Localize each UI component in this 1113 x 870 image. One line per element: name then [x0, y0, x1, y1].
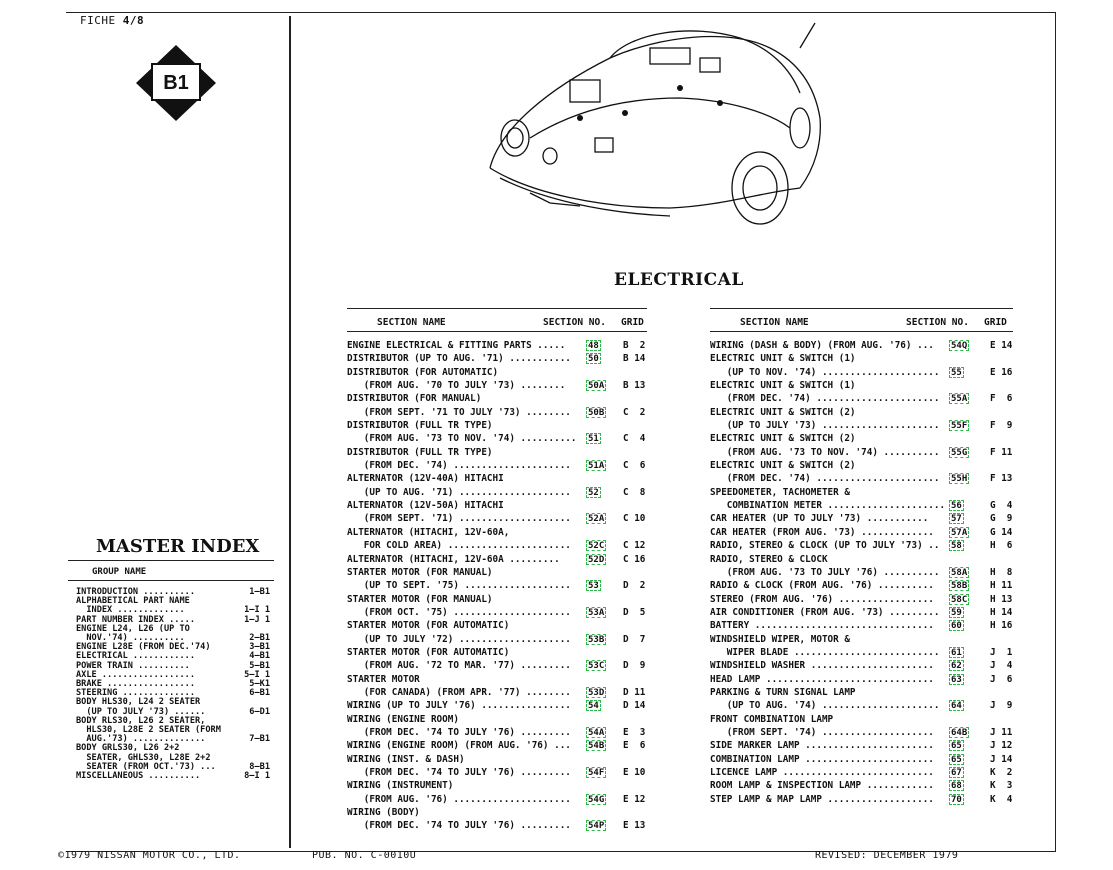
section-number-link[interactable]: 58 [951, 541, 962, 552]
column-divider [289, 16, 291, 848]
table-row [347, 339, 647, 352]
grid-ref: E 16 [990, 366, 1013, 378]
grid-ref: D 7 [623, 633, 646, 645]
section-name: (FROM DEC. '74) ...................... [710, 393, 940, 405]
section-number-link[interactable]: 58A [951, 567, 968, 578]
section-name: (FROM OCT. '75) ..................... [347, 606, 571, 618]
section-number-link[interactable]: 54A [588, 727, 605, 738]
grid-ref: C 16 [623, 553, 646, 565]
section-name: WIRING (UP TO JULY '76) ................ [347, 700, 571, 712]
grid-ref: H 13 [990, 593, 1013, 605]
table-row [347, 459, 647, 472]
master-index-rule [68, 560, 274, 561]
section-number-link[interactable]: 53A [588, 607, 605, 618]
section-name: ROOM LAMP & INSPECTION LAMP ............ [710, 780, 934, 792]
section-number-link[interactable]: 52C [588, 541, 605, 552]
section-name: CAR HEATER (UP TO JULY '73) ........... [710, 513, 929, 525]
section-number-link[interactable]: 57A [951, 527, 968, 538]
table-row [710, 553, 1013, 566]
table-row [347, 753, 647, 766]
grid-ref: J 6 [990, 673, 1013, 685]
section-number-link[interactable]: 53B [588, 634, 605, 645]
section-name: ELECTRIC UNIT & SWITCH (2) [710, 460, 856, 472]
group-page: 4—B1 [249, 651, 270, 662]
grid-ref: J 9 [990, 700, 1013, 712]
grid-ref: H 14 [990, 606, 1013, 618]
section-name: WINDSHIELD WIPER, MOTOR & [710, 633, 850, 645]
section-number-link[interactable]: 54F [588, 768, 605, 778]
section-number-link[interactable]: 54B [588, 741, 605, 752]
grid-ref: F 11 [990, 446, 1013, 458]
section-badge [135, 44, 217, 122]
section-number-link[interactable]: 58C [951, 594, 968, 605]
section-number-link[interactable]: 52 [588, 487, 599, 498]
group-name: MISCELLANEOUS .......... [76, 771, 201, 782]
section-name: WINDSHIELD WASHER ...................... [710, 660, 934, 672]
section-name: WIRING (DASH & BODY) (FROM AUG. '76) ... [710, 340, 934, 351]
grid-ref: D 14 [623, 700, 646, 712]
section-name: (FROM AUG. '70 TO JULY '73) ........ [347, 380, 566, 392]
section-number-link[interactable]: 65 [951, 754, 962, 765]
group-name: INTRODUCTION .......... [76, 587, 195, 597]
grid-ref: C 12 [623, 540, 646, 552]
group-name: SEATER, GHLS30, L28E 2+2 [76, 752, 211, 763]
section-name: ELECTRIC UNIT & SWITCH (2) [710, 433, 856, 445]
table-row [710, 432, 1013, 445]
group-name: POWER TRAIN .......... [76, 660, 190, 671]
section-number-link[interactable]: 53C [588, 661, 605, 672]
col-section-no: SECTION NO. [543, 317, 606, 328]
table-row [347, 446, 647, 459]
table-row [710, 352, 1013, 365]
group-page: 6—D1 [249, 706, 270, 717]
section-number-link[interactable]: 54P [588, 821, 605, 832]
table-row [347, 659, 647, 672]
section-name: WIRING (ENGINE ROOM) [347, 713, 459, 725]
section-name: FOR COLD AREA) ...................... [347, 540, 571, 552]
grid-ref: G 4 [990, 500, 1013, 512]
table-row [347, 406, 647, 419]
table-row [710, 686, 1013, 699]
section-name: (UP TO JULY '73) ..................... [710, 420, 940, 432]
table-row [347, 686, 647, 699]
section-name: PARKING & TURN SIGNAL LAMP [710, 686, 856, 698]
table-row [710, 699, 1013, 712]
section-name: CAR HEATER (FROM AUG. '73) ............. [710, 526, 934, 538]
section-name: WIRING (BODY) [347, 807, 420, 819]
section-number-link[interactable]: 54Q [951, 341, 968, 351]
col-section-no: SECTION NO. [906, 317, 969, 328]
section-name: (FROM AUG. '72 TO MAR. '77) ......... [347, 660, 571, 672]
section-name: DISTRIBUTOR (FOR AUTOMATIC) [347, 366, 499, 378]
table-row [347, 553, 647, 566]
group-name: PART NUMBER INDEX ..... [76, 614, 195, 625]
grid-ref: E 14 [990, 340, 1013, 351]
section-number-link[interactable]: 64B [951, 727, 968, 738]
section-name: STARTER MOTOR (FOR MANUAL) [347, 593, 493, 605]
table-row [347, 486, 647, 499]
section-name: FRONT COMBINATION LAMP [710, 713, 834, 725]
section-number-link[interactable]: 56 [951, 501, 962, 512]
section-name: ENGINE ELECTRICAL & FITTING PARTS ..... [347, 340, 566, 351]
section-number-link[interactable]: 50B [588, 407, 605, 418]
table-row [347, 766, 647, 779]
table-row [710, 472, 1013, 485]
grid-ref: J 4 [990, 660, 1013, 672]
section-name: (FROM AUG. '73 TO JULY '76) .......... [710, 566, 940, 578]
section-number-link[interactable]: 55A [951, 394, 968, 405]
section-number-link[interactable]: 55F [951, 421, 968, 432]
section-number-link[interactable]: 55G [951, 447, 968, 458]
section-number-link[interactable]: 52A [588, 514, 605, 525]
section-name: (FROM SEPT. '74) .................... [710, 726, 934, 738]
group-name: BODY RLS30, L26 2 SEATER, [76, 715, 206, 726]
table-row [710, 766, 1013, 779]
section-name: COMBINATION LAMP ....................... [710, 753, 934, 765]
section-name: WIRING (INSTRUMENT) [347, 780, 454, 792]
section-number-link[interactable]: 57 [951, 514, 962, 525]
grid-ref: H 8 [990, 566, 1013, 578]
table-row [710, 659, 1013, 672]
grid-ref: G 9 [990, 513, 1013, 525]
group-name: BODY GRLS30, L26 2+2 [76, 743, 180, 754]
section-name: (FROM DEC. '74 TO JULY '76) ......... [347, 820, 571, 832]
grid-ref: C 6 [623, 460, 646, 472]
table-row [710, 406, 1013, 419]
table-row [347, 379, 647, 392]
section-name: (FROM DEC. '74 TO JULY '76) ......... [347, 726, 571, 738]
table-row [710, 566, 1013, 579]
group-name: (UP TO JULY '73) ...... [76, 706, 206, 717]
section-number-link[interactable]: 53 [588, 581, 599, 592]
section-name: (FROM DEC. '74 TO JULY '76) ......... [347, 767, 571, 778]
table-row [347, 366, 647, 379]
group-page: 2—B1 [249, 633, 270, 644]
table-row [347, 539, 647, 552]
table-row [347, 713, 647, 726]
section-name: (FROM AUG. '73 TO NOV. '74) .......... [710, 446, 940, 458]
section-number-link[interactable]: 64 [951, 701, 962, 712]
section-name: (UP TO SEPT. '75) ................... [347, 580, 571, 592]
group-name: ALPHABETICAL PART NAME [76, 596, 190, 607]
section-name: WIRING (INST. & DASH) [347, 753, 465, 765]
table-row [347, 499, 647, 512]
table-row [710, 419, 1013, 432]
col-section-name: SECTION NAME [740, 317, 809, 328]
grid-ref: K 4 [990, 793, 1013, 805]
group-name: HLS30, L28E 2 SEATER (FORM [76, 725, 221, 736]
group-name: INDEX ............. [76, 605, 185, 616]
grid-ref: E 10 [623, 767, 646, 778]
section-name: (FROM AUG. '76) ..................... [347, 793, 571, 805]
section-name: STARTER MOTOR (FOR AUTOMATIC) [347, 646, 510, 658]
section-number-link[interactable]: 51 [588, 434, 599, 445]
group-page: 6—B1 [249, 688, 270, 699]
section-name: AIR CONDITIONER (FROM AUG. '73) ......... [710, 606, 940, 618]
table-row [347, 646, 647, 659]
grid-ref: K 3 [990, 780, 1013, 792]
group-name: AXLE .................. [76, 669, 195, 680]
section-name: RADIO, STEREO & CLOCK (UP TO JULY '73) .. [710, 540, 940, 552]
table-row [710, 526, 1013, 539]
table-row [710, 339, 1013, 352]
section-name: ALTERNATOR (HITACHI, 12V-60A ......... [347, 553, 560, 565]
section-name: WIPER BLADE .......................... [710, 646, 940, 658]
section-name: HEAD LAMP .............................. [710, 673, 934, 685]
grid-ref: C 8 [623, 486, 646, 498]
grid-ref: D 11 [623, 686, 646, 698]
section-number-link[interactable]: 61 [951, 647, 962, 658]
table-row [347, 352, 647, 365]
section-number-link[interactable]: 59 [951, 607, 962, 618]
table-row [710, 779, 1013, 792]
section-name: (FROM AUG. '73 TO NOV. '74) .......... [347, 433, 577, 445]
section-name: LICENCE LAMP ........................... [710, 767, 934, 778]
col-grid: GRID [621, 317, 644, 328]
group-name-header: GROUP NAME [92, 567, 147, 577]
table-row [710, 619, 1013, 632]
section-name: ELECTRIC UNIT & SWITCH (1) [710, 380, 856, 392]
table-row [347, 526, 647, 539]
section-name: DISTRIBUTOR (FULL TR TYPE) [347, 446, 493, 458]
group-page: 1—B1 [249, 587, 270, 597]
section-name: STARTER MOTOR (FOR MANUAL) [347, 566, 493, 578]
group-name: ENGINE L24, L26 (UP TO [76, 623, 190, 634]
section-name: (FROM DEC. '74) ...................... [710, 473, 940, 485]
section-name: (UP TO AUG. '71) .................... [347, 486, 571, 498]
table-row [347, 619, 647, 632]
section-name: RADIO, STEREO & CLOCK [710, 553, 828, 565]
badge-code: B1 [163, 72, 189, 94]
table-row [347, 419, 647, 432]
group-page: 1—J 1 [244, 614, 270, 625]
section-name: (UP TO JULY '72) .................... [347, 633, 571, 645]
section-number-link[interactable]: 54 [588, 701, 599, 712]
section-name: DISTRIBUTOR (UP TO AUG. '71) ........... [347, 353, 571, 365]
grid-ref: D 2 [623, 580, 646, 592]
table-row [710, 512, 1013, 525]
footer-pub-no: PUB. NO. C-0010U [312, 850, 417, 861]
footer-revised: REVISED: DECEMBER 1979 [815, 850, 959, 861]
table-row [347, 432, 647, 445]
group-name: BRAKE ................. [76, 679, 195, 690]
table-row [347, 739, 647, 752]
section-number-link[interactable]: 70 [951, 794, 962, 805]
table-row [347, 673, 647, 686]
table-row [347, 579, 647, 592]
master-index-rule-2 [68, 580, 274, 581]
section-name: ELECTRIC UNIT & SWITCH (1) [710, 353, 856, 365]
table-row [710, 579, 1013, 592]
car-illustration [470, 18, 830, 243]
section-name: STEREO (FROM AUG. '76) ................. [710, 593, 934, 605]
section-name: SIDE MARKER LAMP ....................... [710, 740, 934, 752]
table-row [710, 593, 1013, 606]
grid-ref: F 13 [990, 473, 1013, 485]
section-name: DISTRIBUTOR (FULL TR TYPE) [347, 420, 493, 432]
section-number-link[interactable]: 51A [588, 461, 605, 472]
grid-ref: B 2 [623, 340, 646, 351]
section-table-right [710, 308, 1013, 806]
table-row [710, 753, 1013, 766]
section-name: ALTERNATOR (HITACHI, 12V-60A, [347, 526, 510, 538]
table-row [347, 793, 647, 806]
table-row [710, 539, 1013, 552]
table-row [710, 739, 1013, 752]
grid-ref: H 16 [990, 620, 1013, 632]
master-index-item[interactable] [76, 772, 274, 781]
grid-ref: E 13 [623, 820, 646, 832]
table-row [347, 779, 647, 792]
section-name: STARTER MOTOR [347, 673, 420, 685]
group-name: AUG.'73) .............. [76, 734, 206, 745]
page-title: ELECTRICAL [614, 270, 744, 290]
section-number-link[interactable]: 54G [588, 794, 605, 805]
table-row [710, 646, 1013, 659]
table-row [710, 606, 1013, 619]
section-name: (UP TO AUG. '74) ..................... [710, 700, 940, 712]
table-row [710, 459, 1013, 472]
master-index-list [76, 588, 274, 781]
table-row [347, 633, 647, 646]
table-row [710, 713, 1013, 726]
group-page: 5—K1 [249, 679, 270, 690]
group-name: BODY HLS30, L24 2 SEATER [76, 697, 201, 708]
group-name: SEATER (FROM OCT.'73) ... [76, 761, 216, 772]
grid-ref: H 11 [990, 580, 1013, 592]
table-row [347, 699, 647, 712]
section-name: ALTERNATOR (12V-50A) HITACHI [347, 500, 504, 512]
section-number-link[interactable]: 48 [588, 341, 599, 351]
group-page: 1—I 1 [244, 605, 270, 616]
grid-ref: D 5 [623, 606, 646, 618]
section-number-link[interactable]: 50A [588, 381, 605, 392]
group-page: 8—I 1 [244, 771, 270, 782]
table-row [347, 726, 647, 739]
grid-ref: C 2 [623, 406, 646, 418]
section-number-link[interactable]: 55H [951, 474, 968, 485]
grid-ref: J 12 [990, 740, 1013, 752]
group-name: STEERING .............. [76, 688, 195, 699]
table-row [347, 566, 647, 579]
grid-ref: F 9 [990, 420, 1013, 432]
section-name: ELECTRIC UNIT & SWITCH (2) [710, 406, 856, 418]
table-row [710, 446, 1013, 459]
table-row [710, 366, 1013, 379]
grid-ref: E 6 [623, 740, 646, 752]
master-index-title: MASTER INDEX [96, 536, 260, 557]
table-row [347, 819, 647, 832]
group-page: 5—I 1 [244, 669, 270, 680]
group-page: 5—B1 [249, 660, 270, 671]
table-row [710, 392, 1013, 405]
section-number-link[interactable]: 68 [951, 781, 962, 792]
grid-ref: K 2 [990, 767, 1013, 778]
col-grid: GRID [984, 317, 1007, 328]
section-name: RADIO & CLOCK (FROM AUG. '76) .......... [710, 580, 934, 592]
grid-ref: J 14 [990, 753, 1013, 765]
section-number-link[interactable]: 63 [951, 674, 962, 685]
table-row [347, 606, 647, 619]
section-number-link[interactable]: 62 [951, 661, 962, 672]
table-row [347, 593, 647, 606]
group-page: 3—B1 [249, 642, 270, 653]
footer-copyright: ©1979 NISSAN MOTOR CO., LTD. [58, 850, 241, 861]
section-name: WIRING (ENGINE ROOM) (FROM AUG. '76) ... [347, 740, 571, 752]
grid-ref: J 1 [990, 646, 1013, 658]
grid-ref: C 4 [623, 433, 646, 445]
section-number-link[interactable]: 53D [588, 687, 605, 698]
group-name: NOV.'74) .......... [76, 633, 185, 644]
table-row [710, 379, 1013, 392]
section-name: (FROM DEC. '74) ..................... [347, 460, 571, 472]
group-name: ELECTRICAL ............ [76, 651, 195, 662]
section-name: BATTERY ................................ [710, 620, 934, 632]
table-row [347, 806, 647, 819]
grid-ref: C 10 [623, 513, 646, 525]
section-name: (FROM SEPT. '71) .................... [347, 513, 571, 525]
section-number-link[interactable]: 60 [951, 621, 962, 632]
section-name: SPEEDOMETER, TACHOMETER & [710, 486, 850, 498]
grid-ref: J 11 [990, 726, 1013, 738]
section-number-link[interactable]: 52D [588, 554, 605, 565]
section-name: DISTRIBUTOR (FOR MANUAL) [347, 393, 482, 405]
section-number-link[interactable]: 55 [951, 367, 962, 378]
table-row [710, 793, 1013, 806]
fiche-label: FICHE 4/8 [80, 14, 145, 27]
grid-ref: B 13 [623, 380, 646, 392]
table-row [347, 392, 647, 405]
grid-ref: E 12 [623, 793, 646, 805]
section-number-link[interactable]: 67 [951, 768, 962, 778]
grid-ref: D 9 [623, 660, 646, 672]
group-page: 8—B1 [249, 761, 270, 772]
grid-ref: H 6 [990, 540, 1013, 552]
grid-ref: B 14 [623, 353, 646, 365]
table-row [710, 673, 1013, 686]
table-row [347, 512, 647, 525]
section-name: (UP TO NOV. '74) ..................... [710, 366, 940, 378]
grid-ref: E 3 [623, 726, 646, 738]
section-name: STARTER MOTOR (FOR AUTOMATIC) [347, 620, 510, 632]
section-name: ALTERNATOR (12V-40A) HITACHI [347, 473, 504, 485]
section-name: COMBINATION METER ..................... [710, 500, 946, 512]
grid-ref: G 14 [990, 526, 1013, 538]
section-number-link[interactable]: 50 [588, 354, 599, 365]
section-number-link[interactable]: 65 [951, 741, 962, 752]
table-row [710, 499, 1013, 512]
section-number-link[interactable]: 58B [951, 581, 968, 592]
grid-ref: F 6 [990, 393, 1013, 405]
group-page: 7—B1 [249, 734, 270, 745]
group-name: ENGINE L28E (FROM DEC.'74) [76, 642, 211, 653]
table-row [710, 486, 1013, 499]
section-name: STEP LAMP & MAP LAMP ................... [710, 793, 934, 805]
table-row [710, 726, 1013, 739]
table-row [710, 633, 1013, 646]
table-row [347, 472, 647, 485]
section-name: (FROM SEPT. '71 TO JULY '73) ........ [347, 406, 571, 418]
section-name: (FOR CANADA) (FROM APR. '77) ........ [347, 686, 571, 698]
section-table-left [347, 308, 647, 833]
col-section-name: SECTION NAME [377, 317, 446, 328]
